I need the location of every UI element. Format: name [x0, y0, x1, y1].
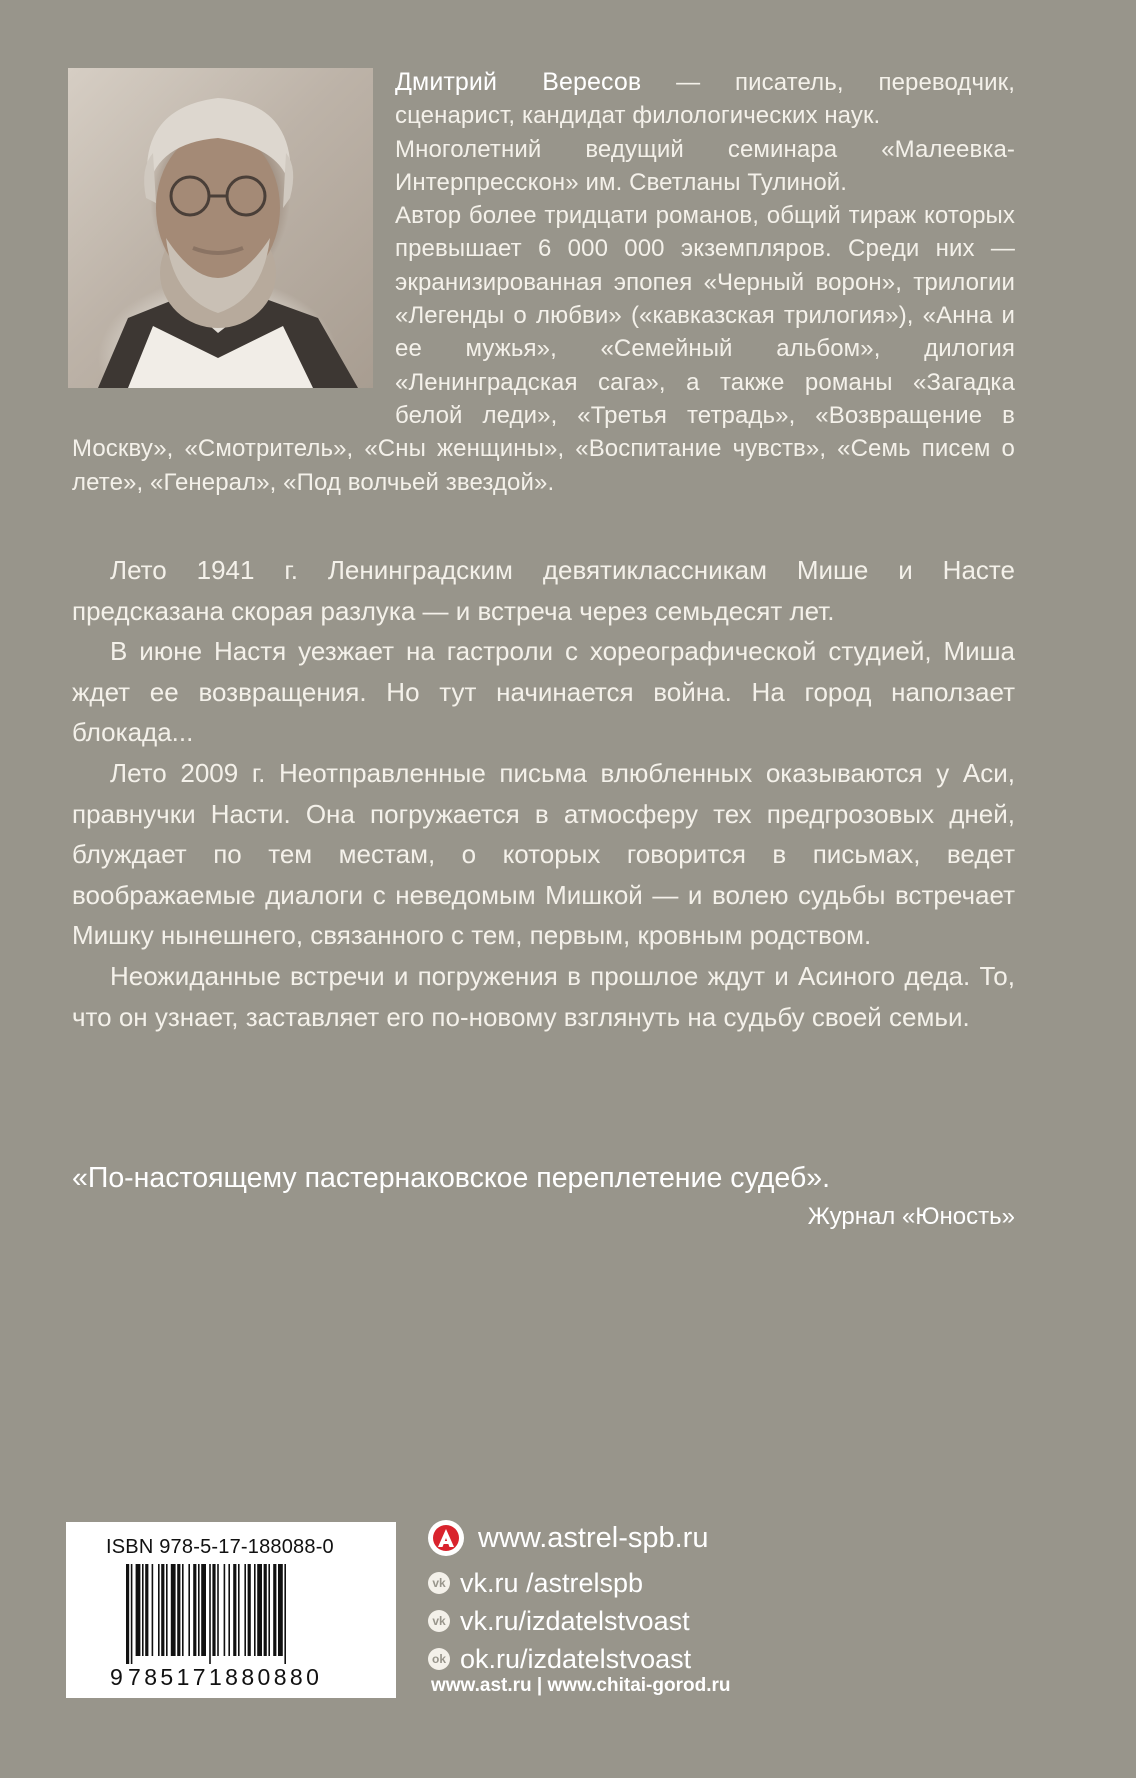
barcode-bar: [177, 1564, 180, 1656]
isbn-text: ISBN 978-5-17-188088-0: [106, 1536, 334, 1558]
quote-source: Журнал «Юность»: [807, 1203, 1015, 1230]
barcode-bar: [126, 1564, 129, 1664]
photo-spacer: [72, 66, 395, 404]
bio-paragraph-3: Автор более тридцати романов, общий тираж которых превышает 6 000 000 экземпляров. Среди них — экранизированная эпопея «Черный ворон», трилогии «Легенды о любви» («кавказская трилогия»), «Анна и ее мужья», «Семейный альбом», дилогия «Ленинградская сага», а также романы «Загадка белой леди», «Третья тетрадь», «Возвращение в Москву», «Смотритель», «Сны женщины», «Воспитание чувств», «Семь писем о лете», «Генерал», «Под волчьей звездой».: [72, 202, 1015, 496]
barcode-bar: [188, 1564, 190, 1656]
bio-text: — писатель, переводчик, сценарист, кандидат филологических наук.: [395, 69, 1015, 130]
description-paragraph-1: Лето 1941 г. Ленинградским девятиклассникам Мише и Насте предсказана скорая разлука — и встреча через семьдесят лет.: [72, 555, 1015, 626]
barcode-bar: [136, 1564, 141, 1656]
barcode-bar: [264, 1564, 267, 1656]
bottom-links[interactable]: www.ast.ru | www.chitai-gorod.ru: [431, 1675, 731, 1696]
barcode-bar: [182, 1564, 184, 1656]
barcode-bar: [201, 1564, 206, 1656]
ok-link[interactable]: ok.ru/izdatelstvoast: [460, 1643, 692, 1674]
barcode-bar: [131, 1564, 133, 1664]
barcode-bar: [171, 1564, 176, 1656]
astrel-logo-icon: [428, 1520, 464, 1556]
vk-link-1[interactable]: vk.ru /astrelspb: [460, 1567, 644, 1598]
publisher-links: [428, 1516, 708, 1678]
barcode-bar: [209, 1564, 211, 1664]
main-site-link[interactable]: www.astrel-spb.ru: [478, 1521, 709, 1554]
link-row-main[interactable]: [428, 1516, 708, 1560]
author-name: Дмитрий Вересов: [395, 68, 642, 96]
barcode-bar: [254, 1564, 256, 1656]
barcode-bar: [244, 1564, 246, 1656]
review-quote: «По-настоящему пастернаковское переплетение судеб».: [72, 1162, 831, 1194]
barcode-bar: [233, 1564, 236, 1656]
barcode-bar: [193, 1564, 196, 1656]
barcode-bar: [278, 1564, 283, 1656]
barcode-box: [66, 1522, 396, 1698]
vk-link-2[interactable]: vk.ru/izdatelstvoast: [460, 1605, 690, 1636]
bio-paragraph-2: Многолетний ведущий семинара «Малеевка-Интерпресскон» им. Светланы Тулиной.: [395, 135, 1015, 196]
barcode-bar: [142, 1564, 144, 1656]
description-paragraph-4: Неожиданные встречи и погружения в прошлое ждут и Асиного деда. То, что он узнает, заставляет его по-новому взглянуть на судьбу своей семьи.: [72, 960, 1015, 1032]
barcode-bar: [257, 1564, 262, 1656]
barcode-bar: [248, 1564, 251, 1656]
barcode-bars: [126, 1564, 356, 1664]
author-bio: [72, 66, 1015, 499]
barcode-bar: [238, 1564, 240, 1656]
barcode-bar: [152, 1564, 154, 1656]
ok-icon: ok: [428, 1648, 450, 1670]
barcode-bar: [224, 1564, 226, 1656]
barcode-bar: [198, 1564, 200, 1656]
link-row-ok[interactable]: [428, 1640, 708, 1678]
barcode-bar: [145, 1564, 148, 1656]
link-row-vk2[interactable]: [428, 1602, 708, 1640]
barcode-bar: [284, 1564, 286, 1664]
barcode-bar: [228, 1564, 230, 1656]
barcode-bar: [217, 1564, 219, 1656]
barcode-bar: [161, 1564, 164, 1656]
link-row-vk1[interactable]: [428, 1564, 708, 1602]
barcode-bar: [158, 1564, 160, 1656]
barcode-bar: [212, 1564, 215, 1656]
barcode-first-digit: 9: [110, 1664, 123, 1690]
barcode-digits: 785171880880: [128, 1664, 323, 1690]
book-description: [72, 550, 1015, 1037]
vk-icon: vk: [428, 1610, 450, 1632]
description-paragraph-3: Лето 2009 г. Неотправленные письма влюбленных оказываются у Аси, правнучки Насти. Она погружается в атмосферу тех предгрозовых дней, блуждает по тем местам, о которых говорится в письмах, ведет воображаемые диалоги с неведомым Мишкой — и волею судьбы встречает Мишку нынешнего, связанного с тем, первым, кровным родством.: [72, 757, 1015, 951]
vk-icon: vk: [428, 1572, 450, 1594]
barcode-bar: [166, 1564, 168, 1656]
barcode-bar: [268, 1564, 270, 1656]
description-paragraph-2: В июне Настя уезжает на гастроли с хореографической студией, Миша ждет ее возвращения. Но тут начинается война. На город наползает блокада...: [72, 636, 1015, 748]
barcode-bar: [273, 1564, 276, 1656]
